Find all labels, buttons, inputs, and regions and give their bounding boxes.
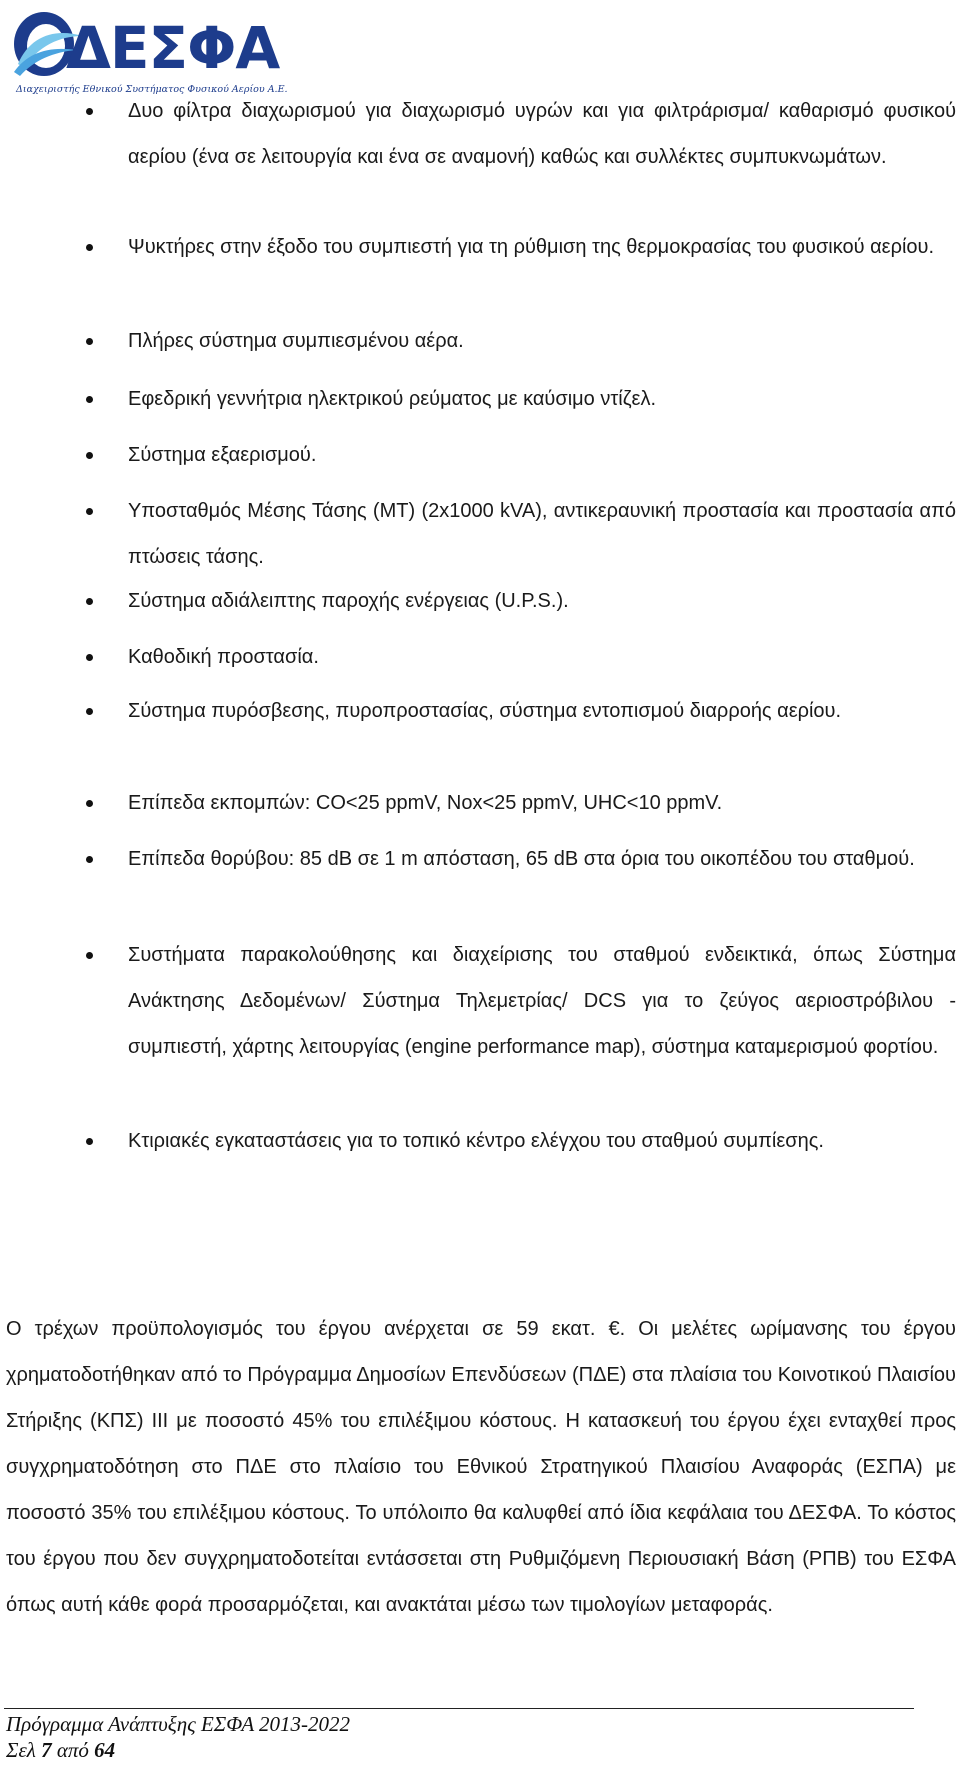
- bullet-dot-icon: [86, 108, 93, 115]
- bullet-text: Σύστημα πυρόσβεσης, πυροπροστασίας, σύστημα εντοπισμού διαρροής αερίου.: [128, 700, 842, 722]
- bullet-dot-icon: [86, 654, 93, 661]
- budget-paragraph: Ο τρέχων προϋπολογισμός του έργου ανέρχεται σε 59 εκατ. €. Οι μελέτες ωρίμανσης του έργου χρηματοδοτήθηκαν από το Πρόγραμμα Δημοσίων Επενδύσεων (ΠΔΕ) στα πλαίσια του Κοινοτικού Πλαισίου Στήριξης (ΚΠΣ) ΙΙΙ με ποσοστό 45% του επιλέξιμου κόστους. Η κατασκευή του έργου έχει ενταχθεί προς συγχρηματοδότηση στο ΠΔΕ στο πλαίσιο του Εθνικού Στρατηγικού Πλαισίου Αναφοράς (ΕΣΠΑ) με ποσοστό 35% του επιλέξιμου κόστους. Το υπόλοιπο θα καλυφθεί από ίδια κεφάλαια του ΔΕΣΦΑ. Το κόστος του έργου που δεν συγχρηματοδοτείται εντάσσεται στη Ρυθμιζόμενη Περιουσιακή Βάση (ΡΠΒ) του ΕΣΦΑ όπως αυτή κάθε φορά προσαρμόζεται, και ανακτάται μέσω των τιμολογίων μεταφοράς.: [6, 1318, 956, 1616]
- bullet-dot-icon: [86, 1138, 93, 1145]
- bullet-dot-icon: [86, 708, 93, 715]
- desfa-logo: [10, 6, 288, 96]
- bullet-text: Ψυκτήρες στην έξοδο του συμπιεστή για τη ρύθμιση της θερμοκρασίας του φυσικού αερίου.: [128, 236, 935, 258]
- bullet-text: Σύστημα εξαερισμού.: [128, 444, 317, 466]
- bullet-dot-icon: [86, 952, 93, 959]
- bullet-dot-icon: [86, 508, 93, 515]
- footer-divider: [4, 1708, 914, 1709]
- bullet-dot-icon: [86, 338, 93, 345]
- footer-page-number: [6, 1738, 115, 1763]
- bullet-text: Σύστημα αδιάλειπτης παροχής ενέργειας (U.P.S.).: [128, 590, 569, 612]
- bullet-text: Συστήματα παρακολούθησης και διαχείρισης του σταθμού ενδεικτικά, όπως Σύστημα Ανάκτησης Δεδομένων/ Σύστημα Τηλεμετρίας/ DCS για το ζεύγος αεριοστρόβιλου - συμπιεστή, χάρτης λειτουργίας (engine performance map), σύστημα καταμερισμού φορτίου.: [128, 944, 956, 1058]
- bullet-text: Επίπεδα θορύβου: 85 dB σε 1 m απόσταση, 65 dB στα όρια του οικοπέδου του σταθμού.: [128, 848, 915, 870]
- bullet-dot-icon: [86, 452, 93, 459]
- logo-subtitle: Διαχειριστής Εθνικού Συστήματος Φυσικού Αερίου Α.Ε.: [16, 84, 288, 95]
- logo-wordmark: ΔΕΣΦΑ: [66, 14, 280, 82]
- bullet-text: Δυο φίλτρα διαχωρισμού για διαχωρισμό υγρών και για φιλτράρισμα/ καθαρισμό φυσικού αερίου (ένα σε λειτουργία και ένα σε αναμονή) καθώς και συλλέκτες συμπυκνωμάτων.: [128, 100, 956, 168]
- bullet-text: Επίπεδα εκπομπών: CO<25 ppmV, Nox<25 ppmV, UHC<10 ppmV.: [128, 792, 723, 814]
- page-prefix: Σελ: [6, 1738, 36, 1762]
- footer-program-title: Πρόγραμμα Ανάπτυξης ΕΣΦΑ 2013-2022: [6, 1712, 351, 1736]
- page-mid: από: [56, 1738, 89, 1762]
- page-total: 64: [94, 1738, 116, 1762]
- bullet-text: Πλήρες σύστημα συμπιεσμένου αέρα.: [128, 330, 464, 352]
- bullet-dot-icon: [86, 244, 93, 251]
- bullet-text: Καθοδική προστασία.: [128, 646, 319, 668]
- bullet-dot-icon: [86, 396, 93, 403]
- page-current: 7: [41, 1738, 52, 1762]
- bullet-dot-icon: [86, 800, 93, 807]
- bullet-dot-icon: [86, 856, 93, 863]
- bullet-text: Κτιριακές εγκαταστάσεις για το τοπικό κέντρο ελέγχου του σταθμού συμπίεσης.: [128, 1130, 824, 1152]
- bullet-text: Εφεδρική γεννήτρια ηλεκτρικού ρεύματος με καύσιμο ντίζελ.: [128, 388, 656, 410]
- bullet-dot-icon: [86, 598, 93, 605]
- bullet-text: Υποσταθμός Μέσης Τάσης (ΜΤ) (2x1000 kVA), αντικεραυνική προστασία και προστασία από πτώσεις τάσης.: [128, 500, 956, 568]
